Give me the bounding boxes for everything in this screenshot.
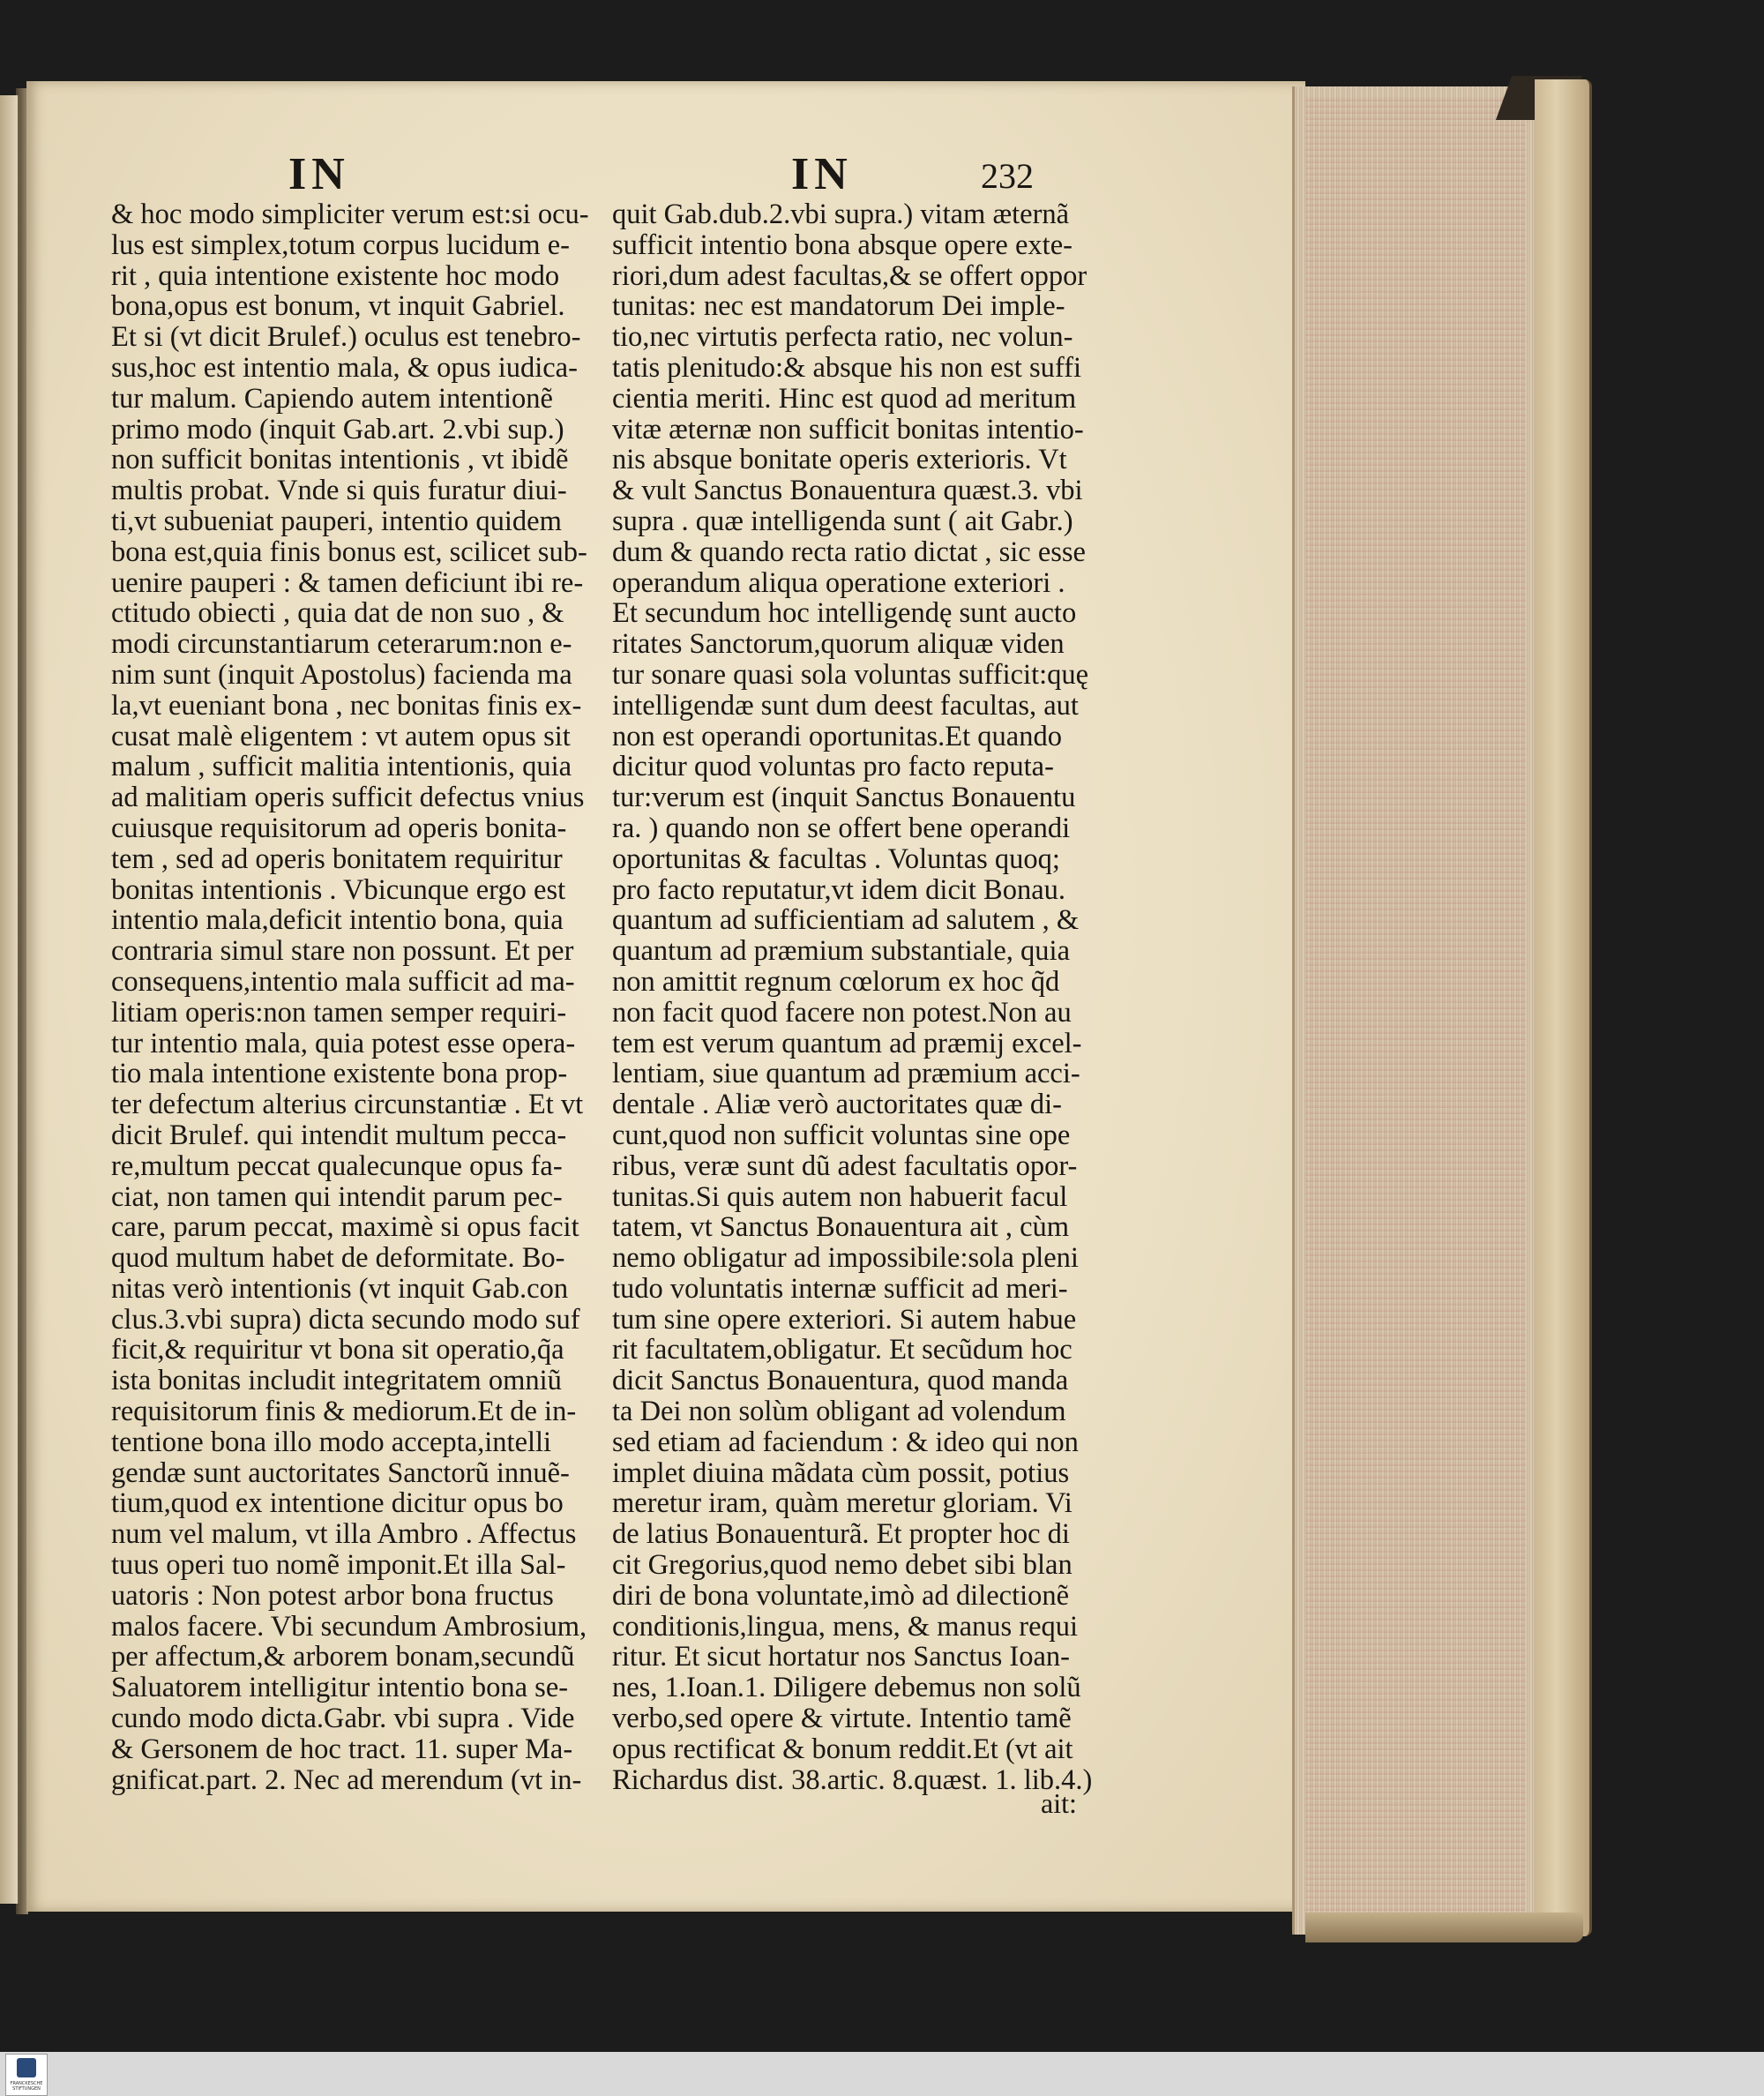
text-line: sed etiam ad faciendum : & ideo qui non (612, 1426, 1079, 1458)
text-line: rit , quia intentione existente hoc modo (111, 259, 560, 292)
text-line: tunitas: nec est mandatorum Dei imple- (612, 290, 1065, 323)
text-line: vitæ æternæ non sufficit bonitas intentio- (612, 413, 1084, 445)
text-line: tem est verum quantum ad præmij excel- (612, 1027, 1082, 1059)
text-line: non sufficit bonitas intentionis , vt ibidẽ (111, 444, 569, 476)
logo-caption: FRANCKESCHE STIFTUNGEN (10, 2081, 43, 2092)
text-line: multis probat. Vnde si quis furatur diui- (111, 475, 567, 507)
text-line: dum & quando recta ratio dictat , sic esse (612, 535, 1086, 568)
running-head-right: IN (791, 149, 853, 199)
text-line: re,multum peccat qualecunque opus fa- (111, 1149, 563, 1182)
text-line: tio mala intentione existente bona prop- (111, 1058, 568, 1090)
text-line: cit Gregorius,quod nemo debet sibi blan (612, 1549, 1073, 1582)
text-line: cusat malè eligentem : vt autem opus sit (111, 720, 571, 752)
text-line: primo modo (inquit Gab.art. 2.vbi sup.) (111, 413, 564, 445)
text-line: ta Dei non solùm obligant ad volendum (612, 1396, 1066, 1428)
text-line: malos facere. Vbi secundum Ambrosium, (111, 1610, 587, 1643)
text-line: tentione bona illo modo accepta,intelli (111, 1426, 552, 1458)
text-line: uatoris : Non potest arbor bona fructus (111, 1579, 554, 1612)
text-line: sufficit intentio bona absque opere exte- (612, 228, 1073, 261)
text-line: tuus operi tuo nomẽ imponit.Et illa Sal- (111, 1549, 566, 1582)
text-line: lentiam, siue quantum ad præmium acci- (612, 1058, 1080, 1090)
text-line: riori,dum adest facultas,& se offert oppor (612, 259, 1088, 292)
text-line: non amittit regnum cœlorum ex hoc q̃d (612, 965, 1060, 998)
text-line: rit facultatem,obligatur. Et secũdum hoc (612, 1334, 1073, 1366)
text-line: dicit Sanctus Bonauentura, quod manda (612, 1365, 1069, 1397)
text-line: Saluatorem intelligitur intentio bona se- (111, 1672, 569, 1704)
text-line: conditionis,lingua, mens, & manus requi (612, 1610, 1079, 1643)
text-line: dicit Brulef. qui intendit multum pecca- (111, 1119, 567, 1151)
text-line: ista bonitas includit integritatem omniũ (111, 1365, 562, 1397)
text-line: tunitas.Si quis autem non habuerit facul (612, 1180, 1068, 1213)
text-line: ter defectum alterius circunstantiæ . Et vt (111, 1089, 584, 1121)
text-line: num vel malum, vt illa Ambro . Affectus (111, 1518, 577, 1551)
text-line: nim sunt (inquit Apostolus) facienda ma (111, 658, 572, 691)
text-line: ctitudo obiecti , quia dat de non suo , & (111, 597, 564, 630)
text-column-left (111, 199, 589, 1795)
text-column-right (612, 199, 1092, 1795)
cover-bottom-edge (1305, 1913, 1583, 1943)
text-line: clus.3.vbi supra) dicta secundo modo suf (111, 1303, 580, 1336)
text-line: quantum ad præmium substantiale, quia (612, 935, 1071, 968)
text-line: & vult Sanctus Bonauentura quæst.3. vbi (612, 475, 1083, 507)
text-line: per affectum,& arborem bonam,secundũ (111, 1641, 575, 1673)
text-line: tio,nec virtutis perfecta ratio, nec volun- (612, 321, 1073, 354)
text-line: nemo obligatur ad impossibile:sola pleni (612, 1242, 1079, 1275)
text-line: ritates Sanctorum,quorum aliquæ viden (612, 628, 1065, 661)
text-line: uenire pauperi : & tamen deficiunt ibi re- (111, 566, 584, 599)
text-line: non est operandi oportunitas.Et quando (612, 720, 1062, 752)
text-line: ritur. Et sicut hortatur nos Sanctus Ioan- (612, 1641, 1071, 1673)
text-line: & Gersonem de hoc tract. 11. super Ma- (111, 1733, 573, 1765)
text-line: tium,quod ex intentione dicitur opus bo (111, 1487, 564, 1520)
text-line: tudo voluntatis internæ sufficit ad meri- (612, 1272, 1068, 1305)
text-line: gendæ sunt auctoritates Sanctorũ innuẽ- (111, 1456, 570, 1489)
text-line: care, parum peccat, maximè si opus facit (111, 1211, 579, 1244)
text-line: tatem, vt Sanctus Bonauentura ait , cùm (612, 1211, 1070, 1244)
text-line: tum sine opere exteriori. Si autem habue (612, 1303, 1077, 1336)
text-line: tur:verum est (inquit Sanctus Bonauentu (612, 782, 1076, 814)
text-line: ra. ) quando non se offert bene operandi (612, 812, 1071, 844)
text-line: bona est,quia finis bonus est, scilicet sub- (111, 535, 587, 568)
text-line: malum , sufficit malitia intentionis, quia (111, 751, 572, 783)
text-line: ribus, veræ sunt dũ adest facultatis opor- (612, 1149, 1078, 1182)
text-line: Richardus dist. 38.artic. 8.quæst. 1. lib.4.) (612, 1763, 1093, 1796)
text-line: tatis plenitudo:& absque his non est suffi (612, 351, 1081, 384)
text-line: tur intentio mala, quia potest esse opera- (111, 1027, 576, 1059)
text-line: tur sonare quasi sola voluntas sufficit:quę (612, 658, 1089, 691)
text-line: quod multum habet de deformitate. Bo- (111, 1242, 565, 1275)
text-line: sus,hoc est intentio mala, & opus iudica- (111, 351, 578, 384)
text-line: & hoc modo simpliciter verum est:si ocu- (111, 198, 589, 230)
viewer-footer-bar (0, 2052, 1764, 2096)
text-line: oportunitas & facultas . Voluntas quoq; (612, 842, 1060, 875)
text-line: nes, 1.Ioan.1. Diligere debemus non solũ (612, 1672, 1081, 1704)
text-line: ficit,& requiritur vt bona sit operatio,q̃a (111, 1334, 564, 1366)
red-sprinkled-edge (1305, 97, 1526, 1923)
text-line: cuiusque requisitorum ad operis bonita- (111, 812, 567, 844)
library-logo[interactable] (5, 2054, 48, 2096)
text-line: operandum aliqua operatione exteriori . (612, 566, 1065, 599)
text-line: gnificat.part. 2. Nec ad merendum (vt in- (111, 1763, 582, 1796)
vellum-cover (1535, 79, 1592, 1936)
page-number: 232 (981, 156, 1034, 196)
text-line: cundo modo dicta.Gabr. vbi supra . Vide (111, 1703, 575, 1735)
text-line: diri de bona voluntate,imò ad dilectionẽ (612, 1579, 1070, 1612)
text-line: Et secundum hoc intelligendę sunt aucto (612, 597, 1077, 630)
text-line: requisitorum finis & mediorum.Et de in- (111, 1396, 577, 1428)
text-line: intelligendæ sunt dum deest facultas, aut (612, 689, 1079, 722)
text-line: la,vt eueniant bona , nec bonitas finis ex- (111, 689, 582, 722)
text-line: ad malitiam operis sufficit defectus vnius (111, 782, 585, 814)
text-line: modi circunstantiarum ceterarum:non e- (111, 628, 572, 661)
text-line: nis absque bonitate operis exterioris. Vt (612, 444, 1067, 476)
text-line: litiam operis:non tamen semper requiri- (111, 996, 567, 1029)
text-line: pro facto reputatur,vt idem dicit Bonau. (612, 873, 1066, 906)
text-line: de latius Bonauenturã. Et propter hoc di (612, 1518, 1070, 1551)
text-line: bona,opus est bonum, vt inquit Gabriel. (111, 290, 565, 323)
text-line: verbo,sed opere & virtute. Intentio tamẽ (612, 1703, 1072, 1735)
text-line: consequens,intentio mala sufficit ad ma- (111, 965, 575, 998)
text-line: meretur iram, quàm meretur gloriam. Vi (612, 1487, 1073, 1520)
text-line: dentale . Aliæ verò auctoritates quæ di- (612, 1089, 1062, 1121)
text-line: cientia meriti. Hinc est quod ad meritum (612, 382, 1077, 415)
text-line: opus rectificat & bonum reddit.Et (vt ait (612, 1733, 1073, 1765)
text-line: lus est simplex,totum corpus lucidum e- (111, 228, 570, 261)
running-head-left: IN (288, 149, 350, 199)
text-line: implet diuina mãdata cùm possit, potius (612, 1456, 1070, 1489)
institution-emblem-icon (17, 2058, 36, 2077)
text-line: Et si (vt dicit Brulef.) oculus est tenebro- (111, 321, 581, 354)
text-line: tem , sed ad operis bonitatem requiritur (111, 842, 563, 875)
text-line: quantum ad sufficientiam ad salutem , & (612, 904, 1080, 937)
text-line: contraria simul stare non possunt. Et per (111, 935, 574, 968)
text-line: quit Gab.dub.2.vbi supra.) vitam æternã (612, 198, 1070, 230)
text-line: supra . quæ intelligenda sunt ( ait Gabr.) (612, 505, 1073, 537)
catchword: ait: (1041, 1787, 1077, 1819)
text-line: ciat, non tamen qui intendit parum pec- (111, 1180, 563, 1213)
text-line: dicitur quod voluntas pro facto reputa- (612, 751, 1054, 783)
facing-page-edge (0, 95, 19, 1904)
text-line: bonitas intentionis . Vbicunque ergo est (111, 873, 566, 906)
text-line: tur malum. Capiendo autem intentionẽ (111, 382, 553, 415)
text-line: non facit quod facere non potest.Non au (612, 996, 1072, 1029)
text-line: intentio mala,deficit intentio bona, quia (111, 904, 564, 937)
text-line: ti,vt subueniat pauperi, intentio quidem (111, 505, 562, 537)
text-line: nitas verò intentionis (vt inquit Gab.con (111, 1272, 569, 1305)
text-line: cunt,quod non sufficit voluntas sine ope (612, 1119, 1071, 1151)
